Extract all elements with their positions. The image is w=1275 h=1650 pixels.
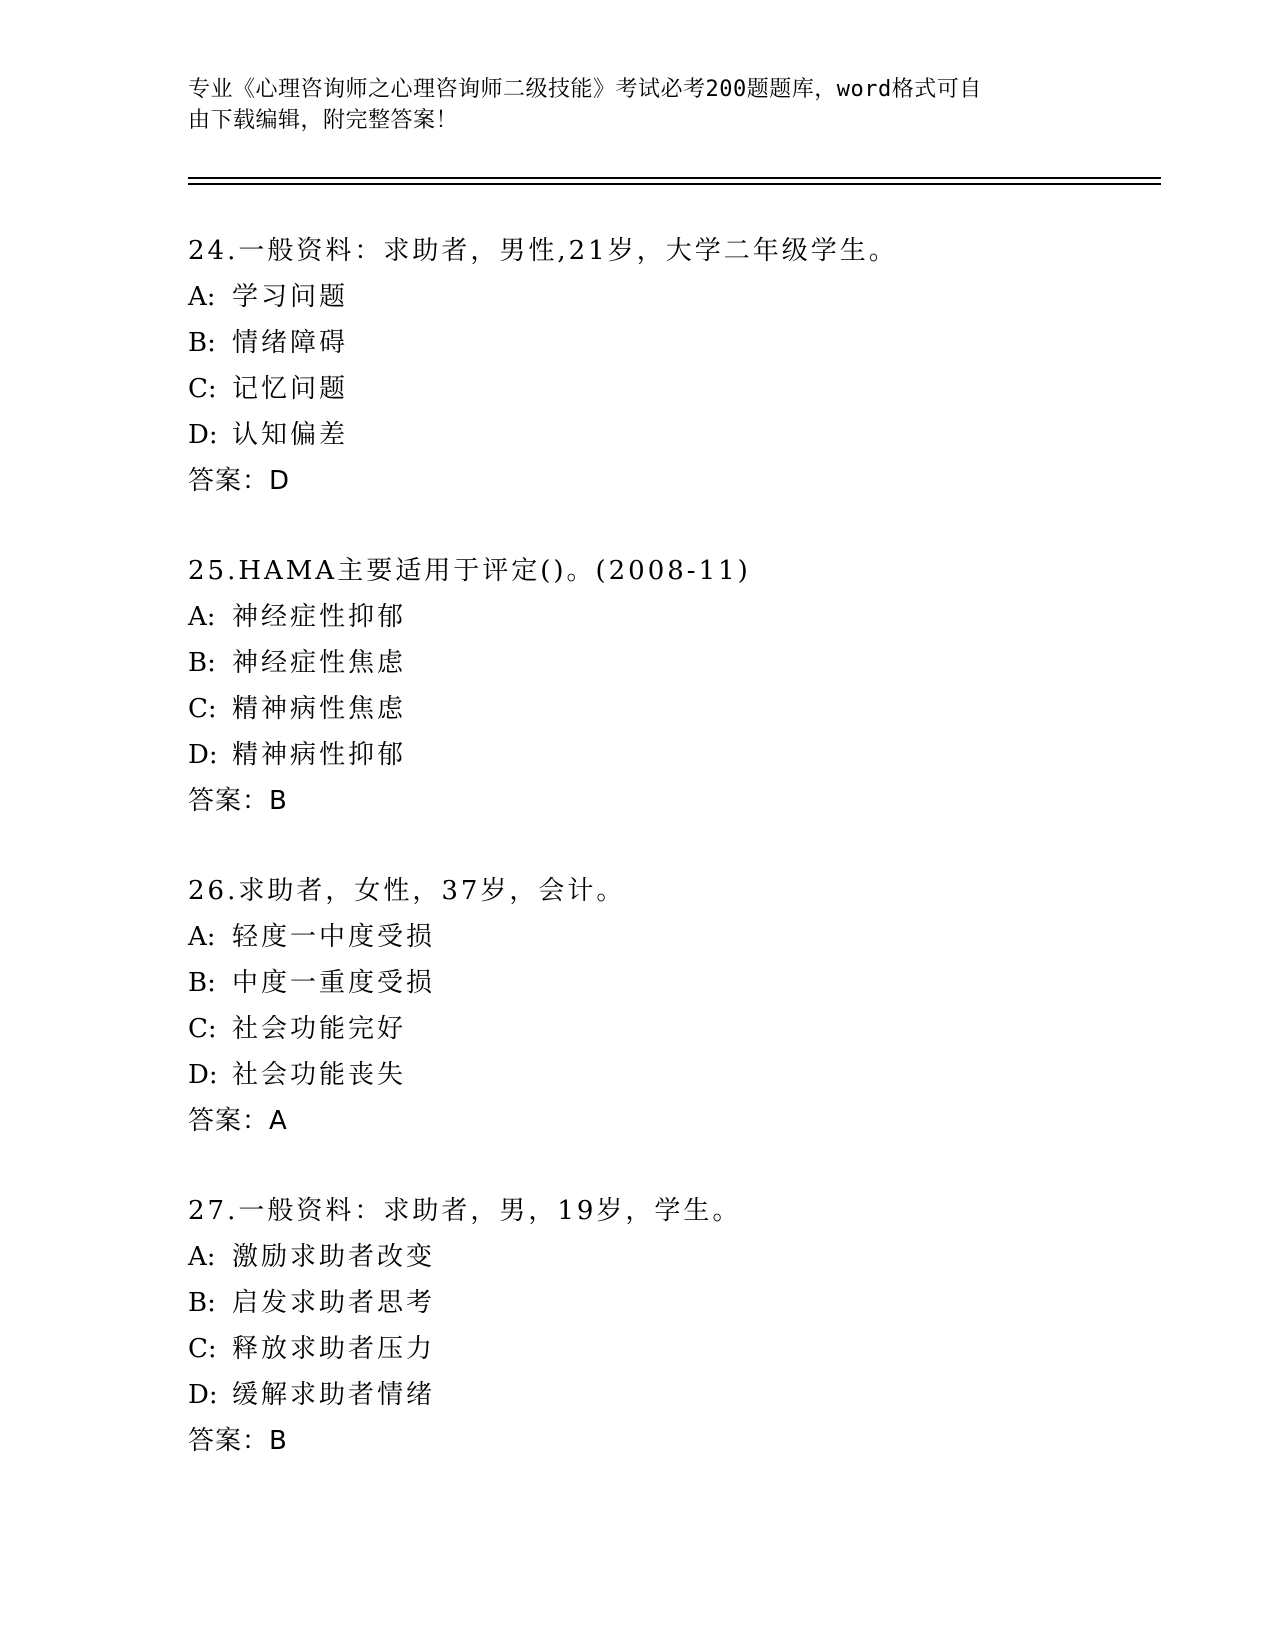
document-header [188, 74, 1068, 136]
option-c [188, 1326, 1138, 1372]
option-letter: A: [188, 602, 216, 632]
option-text: 社会功能完好 [232, 1014, 407, 1044]
option-text: 中度一重度受损 [232, 968, 436, 998]
option-letter: B: [188, 968, 216, 998]
option-text: 精神病性焦虑 [232, 694, 407, 724]
option-c [188, 366, 1138, 412]
option-b [188, 960, 1138, 1006]
answer-line: 答案：B [188, 1426, 288, 1456]
option-letter: B: [188, 648, 216, 678]
option-letter: B: [188, 328, 216, 358]
question-24 [188, 228, 1138, 504]
question-title: 24.一般资料：求助者，男性,21岁，大学二年级学生。 [188, 236, 898, 266]
option-letter: D: [188, 420, 218, 450]
option-text: 激励求助者改变 [232, 1242, 436, 1272]
option-letter: A: [188, 282, 216, 312]
option-a [188, 594, 1138, 640]
question-title: 27.一般资料：求助者，男，19岁，学生。 [188, 1196, 742, 1226]
option-c [188, 1006, 1138, 1052]
option-b [188, 1280, 1138, 1326]
option-b [188, 320, 1138, 366]
option-text: 轻度一中度受损 [232, 922, 436, 952]
option-text: 情绪障碍 [232, 328, 349, 358]
option-text: 精神病性抑郁 [232, 740, 407, 770]
header-divider-bottom [188, 183, 1161, 185]
option-text: 启发求助者思考 [232, 1288, 436, 1318]
option-d [188, 412, 1138, 458]
option-text: 缓解求助者情绪 [232, 1380, 436, 1410]
option-a [188, 274, 1138, 320]
option-letter: C: [188, 1014, 217, 1044]
option-letter: C: [188, 1334, 217, 1364]
question-title: 25.HAMA主要适用于评定()。(2008-11) [188, 556, 751, 586]
answer-line: 答案：B [188, 786, 288, 816]
question-27 [188, 1188, 1138, 1464]
option-letter: B: [188, 1288, 216, 1318]
option-letter: D: [188, 1060, 218, 1090]
option-b [188, 640, 1138, 686]
option-d [188, 1052, 1138, 1098]
option-text: 认知偏差 [232, 420, 349, 450]
header-divider-top [188, 177, 1161, 179]
header-line-2: 由下载编辑，附完整答案！ [188, 108, 459, 133]
option-a [188, 1234, 1138, 1280]
option-text: 神经症性抑郁 [232, 602, 407, 632]
option-letter: D: [188, 1380, 218, 1410]
option-c [188, 686, 1138, 732]
option-text: 学习问题 [232, 282, 349, 312]
header-line-1: 专业《心理咨询师之心理咨询师二级技能》考试必考200题题库，word格式可自 [188, 77, 982, 102]
option-text: 释放求助者压力 [232, 1334, 436, 1364]
option-text: 神经症性焦虑 [232, 648, 407, 678]
option-letter: A: [188, 922, 216, 952]
option-letter: C: [188, 694, 217, 724]
option-letter: C: [188, 374, 217, 404]
option-d [188, 1372, 1138, 1418]
option-letter: A: [188, 1242, 216, 1272]
question-25 [188, 548, 1138, 824]
option-letter: D: [188, 740, 218, 770]
option-a [188, 914, 1138, 960]
option-text: 记忆问题 [232, 374, 349, 404]
question-title: 26.求助者，女性，37岁，会计。 [188, 876, 626, 906]
option-text: 社会功能丧失 [232, 1060, 407, 1090]
answer-line: 答案：D [188, 466, 291, 496]
option-d [188, 732, 1138, 778]
answer-line: 答案：A [188, 1106, 288, 1136]
question-26 [188, 868, 1138, 1144]
